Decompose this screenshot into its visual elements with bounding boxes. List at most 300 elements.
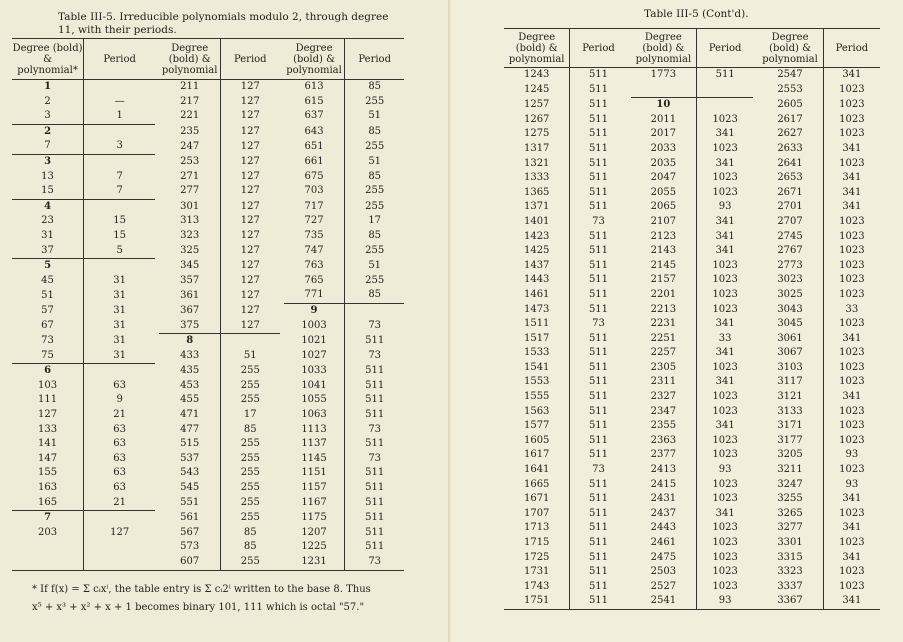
polynomial-cell: 1533 [523,347,550,359]
table-row [12,423,404,438]
polynomial-cell: 1751 [504,594,570,609]
polynomial-cell: 2653 [777,172,803,184]
polynomial-cell: 1225 [301,541,327,553]
period-cell: 73 [570,317,627,332]
polynomial-cell: 1541 [523,361,550,373]
header-period-r3: Period [823,29,880,68]
period-cell: 511 [570,259,627,274]
period-cell: 1023 [697,113,754,128]
table-row [12,511,404,526]
period-cell: 1023 [697,551,754,566]
table-row [12,288,404,303]
period-cell: 73 [345,423,404,438]
table-row [504,68,880,83]
period-cell: 1023 [697,186,754,201]
period-cell [697,98,754,113]
polynomial-cell: 2017 [650,128,677,140]
table-row [504,419,880,434]
polynomial-cell: 301 [180,200,200,212]
polynomial-cell: 323 [180,229,200,241]
polynomial-cell: 3121 [777,391,803,403]
polynomial-cell: 2671 [777,186,803,198]
table-row [12,259,404,274]
polynomial-cell: 561 [180,511,200,523]
period-cell: 255 [221,393,280,408]
polynomial-cell: 2377 [650,449,677,461]
period-cell: 15 [84,229,156,244]
polynomial-cell: 13 [41,170,54,182]
polynomial-cell: 3323 [777,566,803,578]
polynomial-cell: 271 [180,170,200,182]
degree-heading: 3 [12,154,84,169]
period-cell: 255 [345,274,404,289]
polynomial-cell: 2035 [650,157,677,169]
polynomial-cell: 763 [304,259,324,271]
polynomial-cell: 2627 [777,128,803,140]
polynomial-cell: 75 [41,349,54,361]
polynomial-cell: 147 [38,452,58,464]
period-cell: 511 [570,171,627,186]
polynomial-cell: 361 [180,289,200,301]
period-cell: 511 [570,200,627,215]
period-cell: 85 [345,124,404,139]
period-cell: 31 [84,303,156,318]
polynomial-cell: 1365 [523,186,550,198]
table-row [504,127,880,142]
polynomial-cell: 155 [38,467,58,479]
period-cell: 511 [570,390,627,405]
polynomial-cell: 133 [38,423,58,435]
table-row [12,95,404,110]
empty-cell [12,540,84,555]
polynomial-cell: 717 [304,200,324,212]
period-cell: 127 [221,139,280,154]
polynomial-cell: 1333 [523,172,550,184]
table-row [504,346,880,361]
period-cell: 511 [345,334,404,349]
footnote-line-1: * If f(x) = Σ cᵢxⁱ, the table entry is Σ cᵢ2ⁱ written to the base 8. Thus [32,584,371,595]
polynomial-cell: 2413 [650,464,677,476]
polynomial-cell: 3025 [777,288,803,300]
polynomial-cell: 2415 [650,478,677,490]
period-cell: 51 [345,259,404,274]
period-cell: 127 [221,170,280,185]
period-cell: 1023 [697,288,754,303]
polynomial-cell: 3277 [777,522,803,534]
polynomial-cell: 247 [180,140,200,152]
period-cell: 85 [345,288,404,303]
table-row [12,334,404,349]
period-cell: 85 [221,526,280,541]
polynomial-cell: 57 [41,304,54,316]
polynomial-cell: 2527 [650,580,677,592]
polynomial-cell: 2201 [650,288,677,300]
table-row [504,98,880,113]
table-row [12,139,404,154]
period-cell: 127 [221,80,280,95]
polynomial-cell: 3117 [777,376,803,388]
degree-heading: 9 [284,303,345,318]
period-cell: 511 [570,536,627,551]
period-cell: 1023 [823,259,880,274]
polynomial-cell: 2145 [650,259,677,271]
table-row [504,521,880,536]
period-cell: 73 [570,463,627,478]
polynomial-cell: 3103 [777,361,803,373]
polynomial-cell: 433 [180,349,200,361]
period-cell: 341 [823,142,880,157]
polynomial-cell: 1553 [523,376,550,388]
period-cell: 341 [697,230,754,245]
polynomial-cell: 253 [180,155,200,167]
polynomial-cell: 1731 [523,566,550,578]
polynomial-cell: 747 [304,244,324,256]
period-cell: 341 [823,551,880,566]
period-cell: 511 [570,142,627,157]
period-cell: 511 [570,244,627,259]
period-cell: 511 [570,448,627,463]
polynomial-cell: 2055 [650,186,677,198]
polynomial-cell: 545 [180,482,200,494]
period-cell: 1023 [823,98,880,113]
period-cell: 1023 [697,405,754,420]
period-cell [84,259,156,274]
period-cell: 1 [84,109,156,124]
period-cell: 255 [345,95,404,110]
polynomial-cell: 1137 [301,438,327,450]
polynomial-cell: 1157 [301,482,327,494]
table-row [504,113,880,128]
period-cell: 341 [823,68,880,83]
period-cell [84,154,156,169]
polynomial-cell: 1021 [301,334,327,346]
polynomial-cell: 203 [38,526,58,538]
polynomial-cell: 573 [180,541,200,553]
polynomial-cell: 2443 [650,522,677,534]
period-cell: 511 [345,526,404,541]
table-row [12,466,404,481]
degree-heading: 10 [631,98,697,113]
period-cell: 255 [221,364,280,379]
period-cell: 1023 [823,580,880,595]
polynomial-cell: 515 [180,438,200,450]
period-cell: 255 [345,199,404,214]
table-row [504,551,880,566]
period-cell: 63 [84,466,156,481]
period-cell: 1023 [697,580,754,595]
table-row [12,319,404,334]
table-row [12,184,404,199]
polynomial-cell: 3265 [777,507,803,519]
period-cell: 255 [221,437,280,452]
period-cell: 511 [345,379,404,394]
table-row [504,186,880,201]
period-cell: 93 [697,200,754,215]
polynomial-cell: 1437 [523,259,550,271]
table-row [12,124,404,139]
polynomial-cell: 551 [180,496,200,508]
period-cell: 1023 [823,230,880,245]
polynomial-cell: 1175 [301,511,327,523]
table-row [504,405,880,420]
table-row [12,496,404,511]
polynomial-cell: 453 [180,379,200,391]
period-cell: 341 [697,215,754,230]
polynomial-cell: 1317 [523,142,550,154]
polynomial-cell: 735 [304,229,324,241]
table-row [504,434,880,449]
table-row [12,244,404,259]
period-cell: 7 [84,184,156,199]
degree-heading: 6 [12,364,84,379]
period-cell: 341 [697,419,754,434]
period-cell: 511 [570,594,627,609]
table-row [504,142,880,157]
polynomial-cell: 771 [304,289,324,301]
table-row [12,170,404,185]
period-cell: 511 [570,288,627,303]
polynomial-cell: 2 [44,95,51,107]
period-cell: 31 [84,334,156,349]
period-cell: 63 [84,481,156,496]
header-degree-polynomial-3: Degree (bold) & polynomial [284,39,345,80]
period-cell: 1023 [823,565,880,580]
period-cell: 21 [84,408,156,423]
period-cell: 511 [570,580,627,595]
polynomial-cell: 1725 [523,551,550,563]
polynomial-cell: 325 [180,244,200,256]
period-cell: 1023 [823,113,880,128]
period-cell: 93 [697,594,754,609]
polynomial-cell: 727 [304,215,324,227]
period-cell: 255 [221,481,280,496]
polynomial-cell: 675 [304,170,324,182]
period-cell: 93 [697,463,754,478]
polynomial-cell: 1003 [301,319,327,331]
table-row [12,540,404,555]
period-cell: 255 [221,555,280,570]
table-row [504,303,880,318]
period-cell: 341 [697,317,754,332]
spacer-cell [697,83,754,98]
period-cell: 511 [570,551,627,566]
period-cell: 85 [345,229,404,244]
period-cell: 1023 [823,273,880,288]
polynomial-cell: 435 [180,365,200,377]
table-row [12,80,404,95]
period-cell: 1023 [823,288,880,303]
table-row [504,83,880,98]
polynomial-cell: 1555 [523,391,550,403]
polynomial-cell: 2475 [650,551,677,563]
polynomial-cell: 2157 [650,274,677,286]
period-cell: — [84,95,156,110]
period-cell: 511 [345,408,404,423]
polynomial-cell: 2701 [777,201,803,213]
table-row [504,317,880,332]
period-cell: 127 [221,244,280,259]
polynomial-cell: 2767 [777,245,803,257]
period-cell: 511 [345,364,404,379]
table-row [504,273,880,288]
polynomial-cell: 3211 [777,464,803,476]
polynomial-cell: 2503 [650,566,677,578]
polynomial-cell: 2311 [650,376,677,388]
table-row [504,536,880,551]
polynomial-cell: 2605 [777,98,803,110]
polynomial-cell: 3061 [777,332,803,344]
period-cell: 1023 [697,565,754,580]
period-cell [84,80,156,95]
polynomial-cell: 1245 [523,83,550,95]
table-row [504,361,880,376]
polynomial-cell: 2547 [777,69,803,80]
table-row [504,288,880,303]
period-cell: 9 [84,393,156,408]
period-cell: 73 [345,555,404,570]
period-cell: 511 [570,83,627,98]
polynomial-cell: 1461 [523,288,550,300]
empty-cell [84,555,156,570]
polynomial-cell: 51 [41,289,54,301]
empty-cell [12,555,84,570]
polynomial-cell: 661 [304,155,324,167]
period-cell: 511 [697,68,754,83]
period-cell: 1023 [823,215,880,230]
polynomial-cell: 73 [41,334,54,346]
polynomial-cell: 3255 [777,493,803,505]
polynomial-cell: 615 [304,95,324,107]
period-cell: 127 [221,303,280,318]
period-cell: 127 [84,526,156,541]
period-cell: 255 [221,511,280,526]
period-cell: 85 [345,80,404,95]
polynomial-cell: 2355 [650,420,677,432]
polynomial-cell: 1713 [523,522,550,534]
period-cell: 511 [570,507,627,522]
polynomial-cell: 1641 [523,464,550,476]
table-row [12,408,404,423]
period-cell: 31 [84,274,156,289]
polynomial-cell: 1063 [301,409,327,421]
period-cell: 1023 [823,536,880,551]
polynomial-cell: 637 [304,110,324,122]
table-row [12,349,404,364]
period-cell: 341 [823,186,880,201]
period-cell: 127 [221,229,280,244]
period-cell: 511 [345,496,404,511]
polynomial-cell: 1563 [523,405,550,417]
period-cell: 511 [570,405,627,420]
table-row [12,379,404,394]
polynomial-cell: 1151 [301,467,327,479]
period-cell: 1023 [823,83,880,98]
period-cell: 1023 [823,419,880,434]
degree-heading: 7 [12,511,84,526]
polynomial-cell: 2213 [650,303,677,315]
polynomial-cell: 3177 [777,434,803,446]
table-row [504,259,880,274]
period-cell: 63 [84,379,156,394]
polynomial-cell: 2437 [650,507,677,519]
polynomial-cell: 1577 [523,420,550,432]
period-cell: 341 [697,375,754,390]
period-cell: 511 [570,303,627,318]
period-cell: 7 [84,170,156,185]
table-row [12,109,404,124]
period-cell: 341 [823,332,880,347]
period-cell: 1023 [823,361,880,376]
polynomial-cell: 2541 [631,594,697,609]
polynomial-cell: 765 [304,274,324,286]
header-period-2: Period [221,39,280,80]
polynomial-cell: 2641 [777,157,803,169]
period-cell: 17 [345,214,404,229]
polynomial-cell: 1425 [523,245,550,257]
period-cell: 127 [221,124,280,139]
period-cell: 73 [570,215,627,230]
polynomial-cell: 1055 [301,394,327,406]
period-cell: 341 [823,492,880,507]
period-cell: 1023 [823,507,880,522]
period-cell: 127 [221,274,280,289]
period-cell: 511 [345,540,404,555]
polynomial-cell: 3367 [757,594,823,609]
period-cell: 1023 [697,521,754,536]
period-cell: 511 [345,466,404,481]
period-cell: 255 [221,452,280,467]
polynomial-cell: 3067 [777,347,803,359]
period-cell: 341 [823,594,880,609]
polynomial-cell: 211 [180,81,200,92]
polynomial-cell: 651 [304,140,324,152]
polynomial-cell: 1443 [523,274,550,286]
table-row [504,332,880,347]
polynomial-cell: 1517 [523,332,550,344]
polynomial-cell: 127 [38,409,58,421]
table-row [12,214,404,229]
period-cell: 1023 [697,536,754,551]
period-cell: 511 [570,361,627,376]
period-cell: 511 [570,521,627,536]
polynomial-cell: 613 [304,81,324,92]
period-cell [84,511,156,526]
table-row [504,448,880,463]
polynomial-cell: 165 [38,496,58,508]
period-cell: 3 [84,139,156,154]
polynomial-cell: 3133 [777,405,803,417]
period-cell: 93 [823,448,880,463]
polynomial-cell: 1243 [523,69,550,80]
period-cell: 127 [221,184,280,199]
polynomial-cell: 1145 [301,452,327,464]
polynomial-cell: 2065 [650,201,677,213]
period-cell: 127 [221,154,280,169]
table-row [504,200,880,215]
period-cell: 255 [345,184,404,199]
polynomial-cell: 1231 [284,555,345,570]
polynomial-cell: 643 [304,125,324,137]
polynomial-cell: 7 [44,140,51,152]
table-row [12,199,404,214]
polynomial-cell: 1401 [523,215,550,227]
polynomial-cell: 1321 [523,157,550,169]
polynomial-cell: 1511 [523,318,550,330]
table-row [12,452,404,467]
table-row [12,393,404,408]
header-degree-polynomial-star: Degree (bold) & polynomial* [12,39,84,80]
polynomial-cell: 3171 [777,420,803,432]
